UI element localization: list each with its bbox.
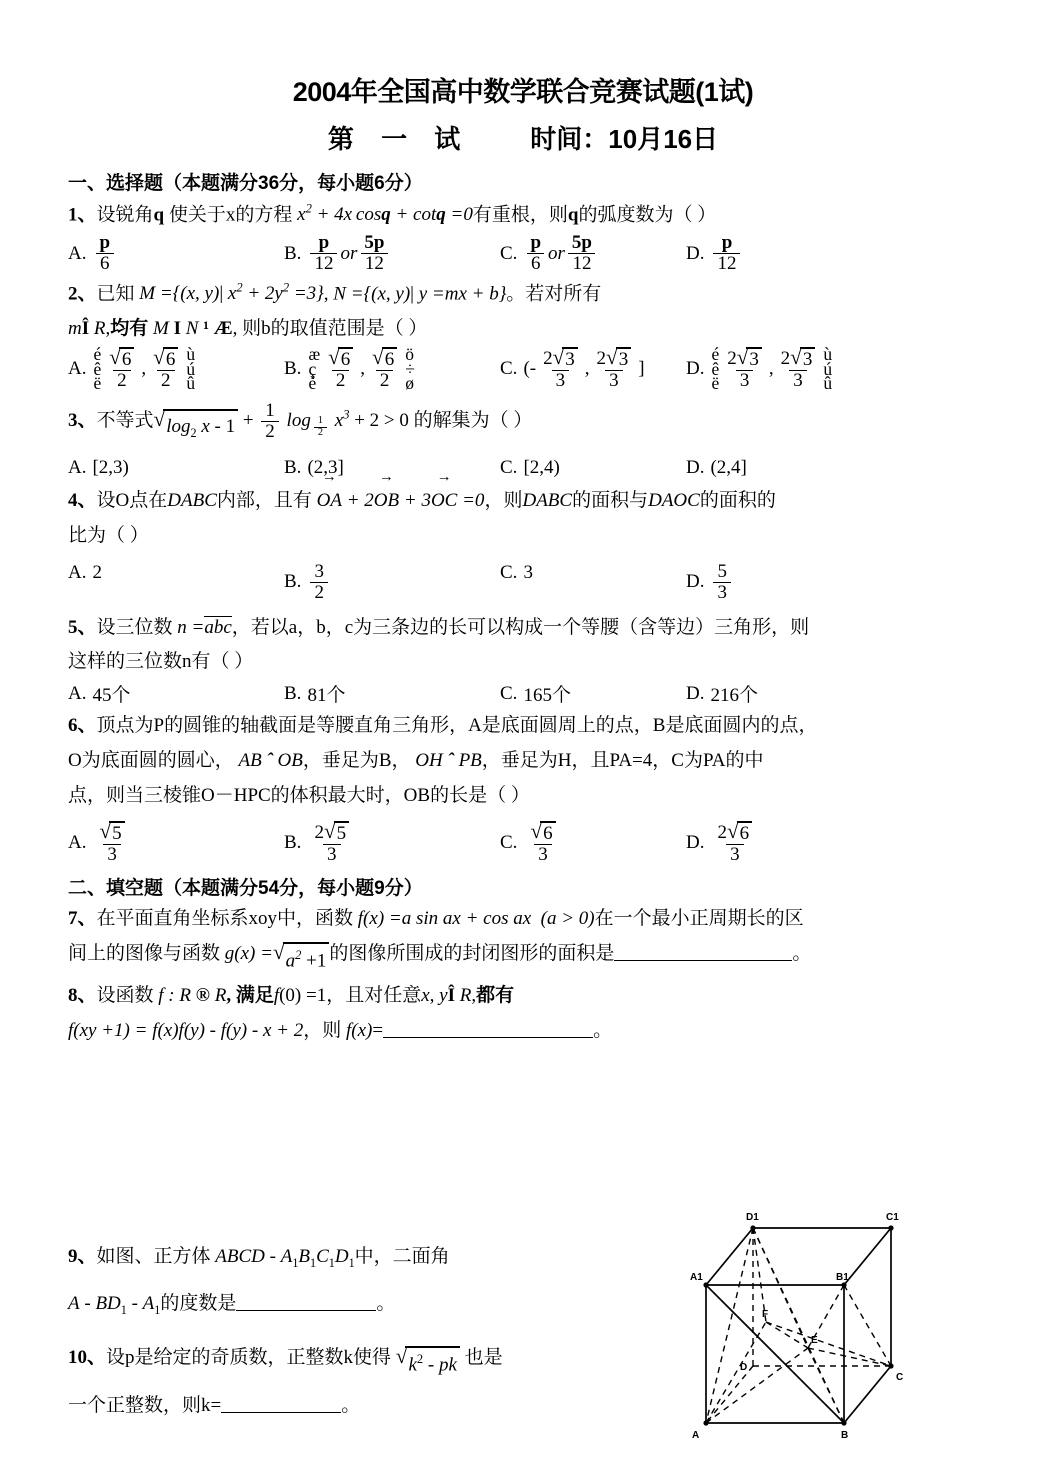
answer-blank-7[interactable] [614,940,792,961]
option-1-c-or: or [548,242,565,264]
option-5-c-value: 165个 [523,685,571,707]
question-9-line2-b: 的度数是 [160,1293,237,1315]
question-6-line3: 点，则当三棱锥O－HPC的体积最大时，OB的长是（ ） [68,784,530,806]
question-9-number: 9、 [68,1246,97,1267]
perpendicular-oh-pb: OH ˆ PB [415,749,482,771]
question-9-10-block [68,1238,668,1424]
option-2-b-label: B. [284,357,302,379]
question-5-pre: 设三位数 [96,616,173,638]
option-3-d[interactable]: D. (2,4] [686,457,747,479]
subtitle-row [0,119,1046,156]
question-3-sqrt: √ $\log_2 x - 1$ [154,409,239,443]
paren-right-icon: ö ÷ ø [405,343,415,394]
option-1-a-label: A. [68,242,87,264]
question-10-line2 [68,1391,668,1422]
question-6-number: 6、 [68,715,97,737]
option-4-a[interactable]: A. 2 [68,561,102,583]
page-title: 2004年全国高中数学联合竞赛试题(1试) [292,77,754,107]
question-2: 2、已知 M ={(x, y)| $x^2 + 2y^2 =3$}, N ={(x, y)| y =mx + b}。若对所有 [68,280,602,305]
option-2-d[interactable]: D. é ê ë 2 √ 3 3 , 2 √ 3 3 ù ú û [686,343,833,394]
bracket-right-icon-2: ù ú û [823,343,833,394]
question-9-line1-a: 如图、正方体 [96,1246,211,1267]
option-1-d-label: D. [686,242,705,264]
question-3-number: 3、 [68,409,97,431]
option-6-a[interactable]: A. √ 5 3 [68,821,284,865]
point-label-e: E [811,1335,818,1346]
option-4-a-value: 2 [92,561,102,583]
question-8: 8、设函数 f : R ® R, 满足f(0) =1，且对任意x, yÎ R,都有 [68,985,515,1007]
vertex-label-b1: B1 [836,1272,849,1283]
question-10-sqrt: √ $k^2$ - pk [396,1346,460,1381]
option-6-d[interactable]: D. 2 √ 6 3 [686,821,759,865]
question-9-line2 [68,1289,668,1320]
option-3-a-value: [2,3) [92,457,129,479]
question-7-line2-a: 间上的图像与函数 [68,943,221,964]
question-8-map: f : R ® R [158,985,227,1007]
option-3-b-value: (2,3] [307,457,344,479]
bracket-right-icon: ù ú û [186,343,196,394]
question-4-mid1: 内部，且有 [216,490,312,512]
option-5-b-value: 81个 [307,685,346,707]
answer-blank-8[interactable] [383,1017,593,1038]
question-10-number: 10、 [68,1346,107,1368]
question-2-number: 2、 [68,283,97,305]
option-2-c-neg: - [529,357,537,379]
option-4-c-value: 3 [523,561,533,583]
option-4-c[interactable]: C. 3 [500,561,533,583]
question-1-text-b: 使关于x的方程 [168,204,293,226]
question-1-options [68,233,984,274]
question-7-line1-a: 在平面直角坐标系xoy中，函数 [96,908,354,930]
question-8-line1-a: 设函数 [96,985,154,1007]
question-8-line2: f(xy +1) = f(x)f(y) - f(y) - x + 2，则 f(x)= 。 [68,1016,984,1047]
option-5-a-value: 45个 [92,685,131,707]
question-6-line1: 顶点为P的圆锥的轴截面是等腰直角三角形，A是底面圆周上的点，B是底面圆内的点， [96,715,818,737]
section-heading-one: 一、选择题（本题满分36分，每小题6分） [68,173,423,194]
question-6-line2-a: O为底面圆的圆心， [68,749,234,771]
question-6-options [68,821,984,865]
option-2-c[interactable]: C. (- 2 √ 3 3 , 2 √ 3 3 ] [500,344,645,391]
exam-content [0,168,1046,1047]
question-10-end: 。 [341,1395,361,1417]
question-5-line2: 这样的三位数n有（ ） [68,651,254,673]
option-3-b[interactable]: B. (2,3] [284,457,344,479]
question-2-line2: mÎ R,均有 M I N ¹ Æ, 则b的取值范围是（ ） [68,318,428,340]
theta-symbol: q [153,204,165,226]
option-2-a-label: A. [68,357,87,379]
option-1-b-or: or [340,242,358,264]
question-6-line2 [68,746,984,777]
question-5-n-equals: n =abc [177,616,232,638]
option-2-c-label: C. [500,357,518,379]
option-1-b[interactable]: B. $\frac{p}{12}$ or $\frac{5p}{12}$ [284,233,500,274]
question-7-function-g: g(x) = [224,943,273,964]
cube-vertex-labels [690,1212,903,1441]
option-2-c-close: ] [638,357,645,379]
question-2-set-n: N ={(x, y)| y =mx + b} [333,283,507,305]
option-3-a[interactable]: A. [2,3) [68,457,129,479]
question-4-number: 4、 [68,490,97,512]
question-7-line2 [68,939,984,977]
option-5-d-value: 216个 [710,685,758,707]
question-7-line1-b: 在一个最小正周期长的区 [594,908,804,930]
question-6-line2-c: ，垂足为H，且PA=4，C为PA的中 [481,749,764,771]
cube-figure-svg [678,1200,938,1450]
option-1-a[interactable] [68,233,284,274]
cube-diagram [678,1200,938,1450]
vertex-label-c: C [896,1372,904,1383]
question-5-post: ，若以a，b，c为三条边的长可以构成一个等腰（含等边）三角形，则 [231,616,810,638]
question-3-text-a: 不等式 [96,409,154,431]
option-2-d-label: D. [686,357,705,379]
perpendicular-ab-ob: AB ˆ OB [238,749,303,771]
question-10-line1-a: 设p是给定的奇质数，正整数k使得 [106,1346,392,1368]
cube-vertex-dots [703,1225,893,1425]
question-2-set-m: M ={(x, y)| $x^2 + 2y^2 =3$} [139,280,324,305]
option-6-b[interactable]: B. 2 √ 5 3 [284,821,500,865]
option-1-a-fraction: $\frac{p}{6}$ [95,233,114,274]
answer-blank-10[interactable] [221,1392,341,1413]
question-7-number: 7、 [68,908,97,930]
option-1-c-label: C. [500,242,518,264]
question-4 [68,483,984,517]
point-label-f: F [762,1309,769,1320]
bracket-left-icon: é ê ë [93,343,102,394]
question-3-options [68,457,984,479]
question-9-cube-name: ABCD - $A_1B_1C_1D_1$ [215,1246,355,1270]
option-6-c[interactable]: C. √ 6 3 [500,821,686,865]
question-7 [68,904,984,935]
answer-blank-9[interactable] [236,1291,376,1312]
question-10-line1-b: 也是 [464,1346,503,1368]
question-4-vector-expr: → OA + 2→ OB + 3→ OC =0 [317,490,485,511]
vertex-label-b: B [841,1430,849,1441]
question-8-equation: f(xy +1) = f(x)f(y) - f(y) - x + 2 [68,1019,304,1041]
question-9 [68,1242,668,1273]
question-4-mid4: 的面积的 [699,490,776,512]
vertex-label-d1: D1 [746,1212,759,1223]
option-2-b[interactable]: B. æ ç è √ 6 2 , √ 6 2 ö ÷ ø [284,343,415,394]
option-1-b-label: B. [284,242,302,264]
option-3-c-value: [2,4) [523,457,560,479]
question-2-pre: 已知 [96,283,135,305]
question-7-sqrt: √ $a^2 +1$ [273,942,329,977]
question-9-line1-b: 中，二面角 [354,1246,450,1267]
question-1-text-c: 有重根，则 [472,204,568,226]
option-5-c[interactable]: C. 165个 [500,680,686,707]
option-5-d[interactable]: D. 216个 [686,680,758,707]
question-9-dihedral: A - $BD_1 - A_1$ [68,1293,161,1318]
exam-time-label: 时间：10月16日 [530,124,719,154]
option-4-b[interactable]: B. $\frac{3}{2}$ [284,562,500,603]
question-3-text-b: 的解集为（ ） [413,409,533,431]
question-4-options [68,562,984,603]
question-1 [68,199,984,231]
question-2-options [68,343,984,394]
question-10 [68,1343,668,1381]
question-8-number: 8、 [68,985,97,1007]
exam-part-label: 第 一 试 [327,124,471,154]
option-5-a[interactable]: A. 45个 [68,680,284,707]
option-3-d-value: (2,4] [710,457,747,479]
option-3-c[interactable]: C. [2,4) [500,457,560,479]
question-5 [68,613,984,644]
triangle-aoc: DAOC [648,490,700,512]
question-8-end: 。 [593,1019,613,1041]
question-7-function-f: f(x) =a sin ax + cos ax (a > 0) [357,908,595,930]
question-7-line2-b: 的图像所围成的封闭图形的面积是 [329,943,615,964]
option-1-c[interactable]: C. $\frac{p}{6}$ or $\frac{5p}{12}$ [500,233,686,274]
triangle-abc-2: DABC [522,490,573,512]
question-1-equation: $x^2 + 4x$ cosq + cotq =0 [297,202,473,226]
question-6-line2-b: ，垂足为B， [302,749,411,771]
question-6 [68,711,984,742]
question-4-mid2: ，则 [484,490,523,512]
option-5-b[interactable]: B. 81个 [284,680,500,707]
vertex-label-c1: C1 [886,1212,899,1223]
section-heading-two: 二、填空题（本题满分54分，每小题9分） [68,878,423,900]
question-7-end: 。 [792,943,812,964]
vertex-label-d: D [740,1362,748,1373]
question-4-line2: 比为（ ） [68,524,149,546]
vertex-label-a: A [692,1430,700,1441]
triangle-abc-1: DABC [167,490,217,512]
question-3-log-term: log $_{\frac{1}{2}}$ $x^3$ [286,407,350,439]
question-5-number: 5、 [68,616,97,638]
question-10-line2-a: 一个正整数，则k= [68,1395,222,1417]
question-1-text-d: 的弧度数为（ ） [578,204,717,226]
question-9-end: 。 [376,1293,396,1315]
question-3: 3、不等式 √ $\log_2 x - 1$ + $\frac{1}{2}$ log $_{\frac{1}{2}}$ $x^3 + 2 > 0$ 的解集为（ ） [68,399,533,442]
option-1-d[interactable]: D. $\frac{p}{12}$ [686,233,743,274]
vertex-label-a1: A1 [690,1272,703,1283]
option-4-d[interactable]: D. $\frac{5}{3}$ [686,562,734,603]
question-4-mid3: 的面积与 [572,490,649,512]
paren-left-icon: æ ç è [308,343,321,394]
question-4-line1: 设O点在 [96,490,168,512]
question-1-text-a: 设锐角 [96,204,154,226]
question-5-abc: abc [204,616,232,638]
theta-symbol-2: q [567,204,579,226]
question-5-options [68,680,984,707]
bracket-left-icon-2: é ê ë [711,343,720,394]
question-1-number: 1、 [68,204,97,226]
question-2-post: 。若对所有 [506,283,602,305]
option-2-a[interactable]: A. é ê ë √ 6 2 , √ 6 2 ù ú û [68,343,196,394]
